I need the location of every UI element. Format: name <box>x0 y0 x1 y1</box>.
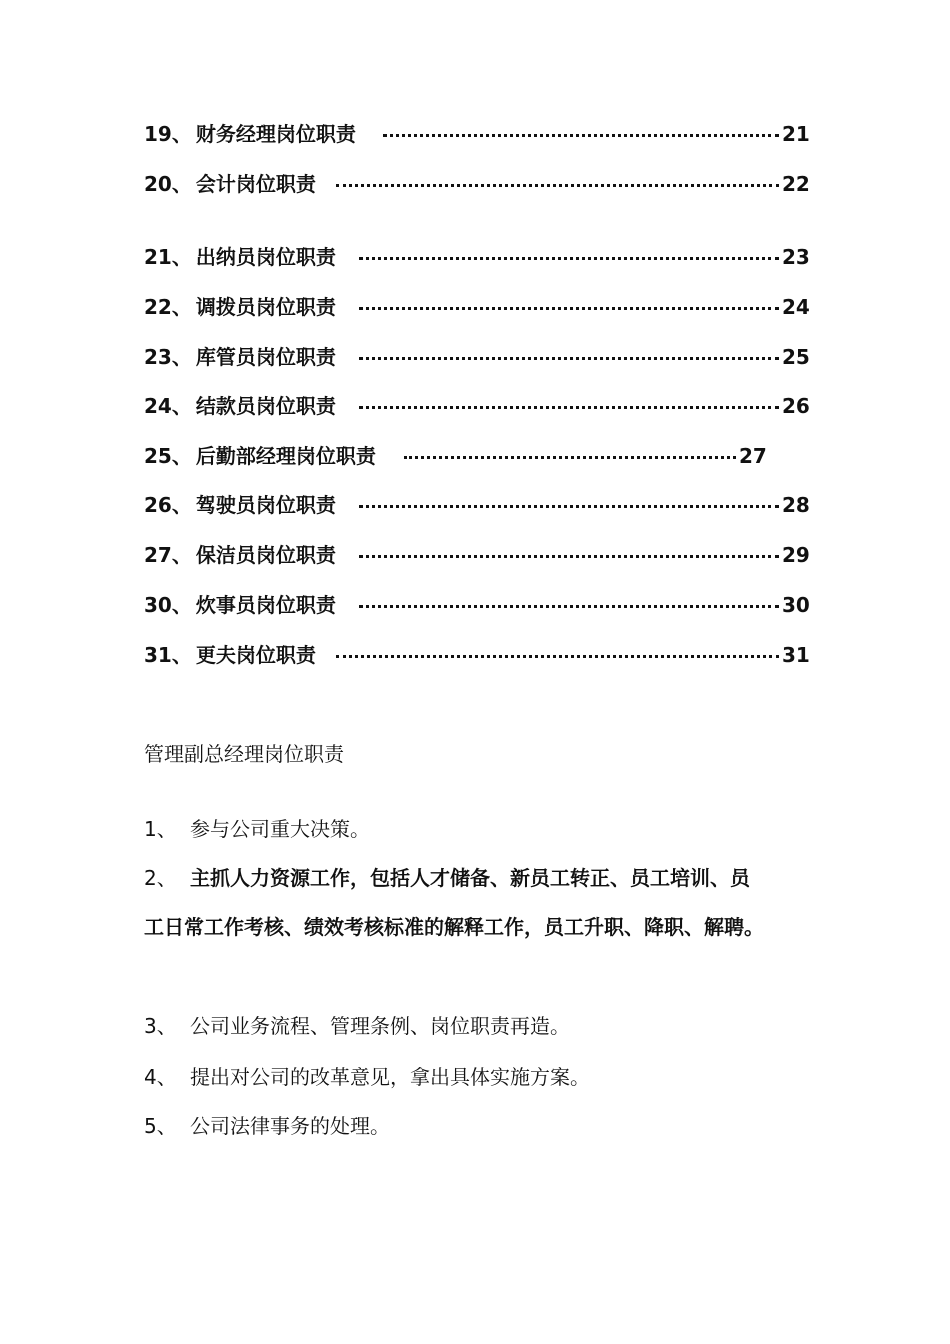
duty-item-text: 公司法律事务的处理。 <box>190 1114 390 1138</box>
duty-item-text: 主抓人力资源工作，包括人才储备、新员工转正、员工培训、员 <box>190 866 750 890</box>
toc-entry-title: 驾驶员岗位职责 <box>195 493 336 517</box>
toc-page-number: 21 <box>782 122 810 146</box>
duty-item-text: 提出对公司的改革意见，拿出具体实施方案。 <box>190 1065 590 1089</box>
duty-item-5 <box>144 1112 390 1140</box>
toc-page-number: 24 <box>782 295 810 319</box>
toc-entry-title: 炊事员岗位职责 <box>195 593 336 617</box>
duty-item-2-continued: 工日常工作考核、绩效考核标准的解释工作，员工升职、降职、解聘。 <box>144 915 764 939</box>
toc-leader-dots <box>336 655 779 658</box>
toc-leader-dots <box>359 505 779 508</box>
toc-entry-30[interactable] <box>144 591 336 619</box>
toc-entry-title: 出纳员岗位职责 <box>195 245 336 269</box>
toc-leader-dots <box>359 605 779 608</box>
toc-entry-number: 27、 <box>144 543 192 567</box>
toc-page-number: 31 <box>782 643 810 667</box>
duty-item-number: 5、 <box>144 1114 177 1138</box>
duty-item-text: 公司业务流程、管理条例、岗位职责再造。 <box>190 1014 570 1038</box>
toc-entry-number: 22、 <box>144 295 192 319</box>
duty-item-number: 1、 <box>144 817 177 841</box>
toc-page-number: 28 <box>782 493 810 517</box>
duty-item-4 <box>144 1063 590 1091</box>
toc-entry-26[interactable] <box>144 491 336 519</box>
toc-entry-number: 20、 <box>144 172 192 196</box>
toc-entry-number: 21、 <box>144 245 192 269</box>
toc-page-number: 25 <box>782 345 810 369</box>
toc-leader-dots <box>359 257 779 260</box>
duty-item-number: 2、 <box>144 866 177 890</box>
toc-entry-27[interactable] <box>144 541 336 569</box>
toc-entry-number: 30、 <box>144 593 192 617</box>
toc-leader-dots <box>404 456 736 459</box>
toc-entry-31[interactable] <box>144 641 316 669</box>
toc-entry-title: 保洁员岗位职责 <box>195 543 336 567</box>
duty-item-number: 4、 <box>144 1065 177 1089</box>
toc-page-number: 26 <box>782 394 810 418</box>
toc-entry-number: 26、 <box>144 493 192 517</box>
toc-entry-title: 会计岗位职责 <box>195 172 316 196</box>
toc-leader-dots <box>336 184 779 187</box>
duty-item-3 <box>144 1012 570 1040</box>
toc-entry-title: 财务经理岗位职责 <box>195 122 356 146</box>
toc-entry-number: 31、 <box>144 643 192 667</box>
toc-entry-19[interactable] <box>144 120 356 148</box>
toc-entry-title: 调拨员岗位职责 <box>195 295 336 319</box>
toc-entry-number: 24、 <box>144 394 192 418</box>
toc-leader-dots <box>383 134 779 137</box>
section-heading: 管理副总经理岗位职责 <box>144 742 344 766</box>
toc-page-number: 30 <box>782 593 810 617</box>
toc-entry-number: 25、 <box>144 444 192 468</box>
toc-page-number: 22 <box>782 172 810 196</box>
toc-page-number: 29 <box>782 543 810 567</box>
duty-item-1 <box>144 815 370 843</box>
toc-leader-dots <box>359 357 779 360</box>
toc-entry-title: 后勤部经理岗位职责 <box>195 444 376 468</box>
toc-entry-25[interactable] <box>144 442 376 470</box>
toc-entry-title: 库管员岗位职责 <box>195 345 336 369</box>
toc-entry-title: 更夫岗位职责 <box>195 643 316 667</box>
duty-item-number: 3、 <box>144 1014 177 1038</box>
toc-leader-dots <box>359 555 779 558</box>
toc-leader-dots <box>359 307 779 310</box>
toc-entry-21[interactable] <box>144 243 336 271</box>
toc-page-number: 23 <box>782 245 810 269</box>
toc-entry-24[interactable] <box>144 392 336 420</box>
toc-entry-title: 结款员岗位职责 <box>195 394 336 418</box>
toc-entry-20[interactable] <box>144 170 316 198</box>
toc-page-number: 27 <box>739 444 767 468</box>
toc-entry-number: 23、 <box>144 345 192 369</box>
toc-leader-dots <box>359 406 779 409</box>
toc-entry-number: 19、 <box>144 122 192 146</box>
duty-item-2 <box>144 864 750 892</box>
duty-item-text: 参与公司重大决策。 <box>190 817 370 841</box>
toc-entry-23[interactable] <box>144 343 336 371</box>
toc-entry-22[interactable] <box>144 293 336 321</box>
